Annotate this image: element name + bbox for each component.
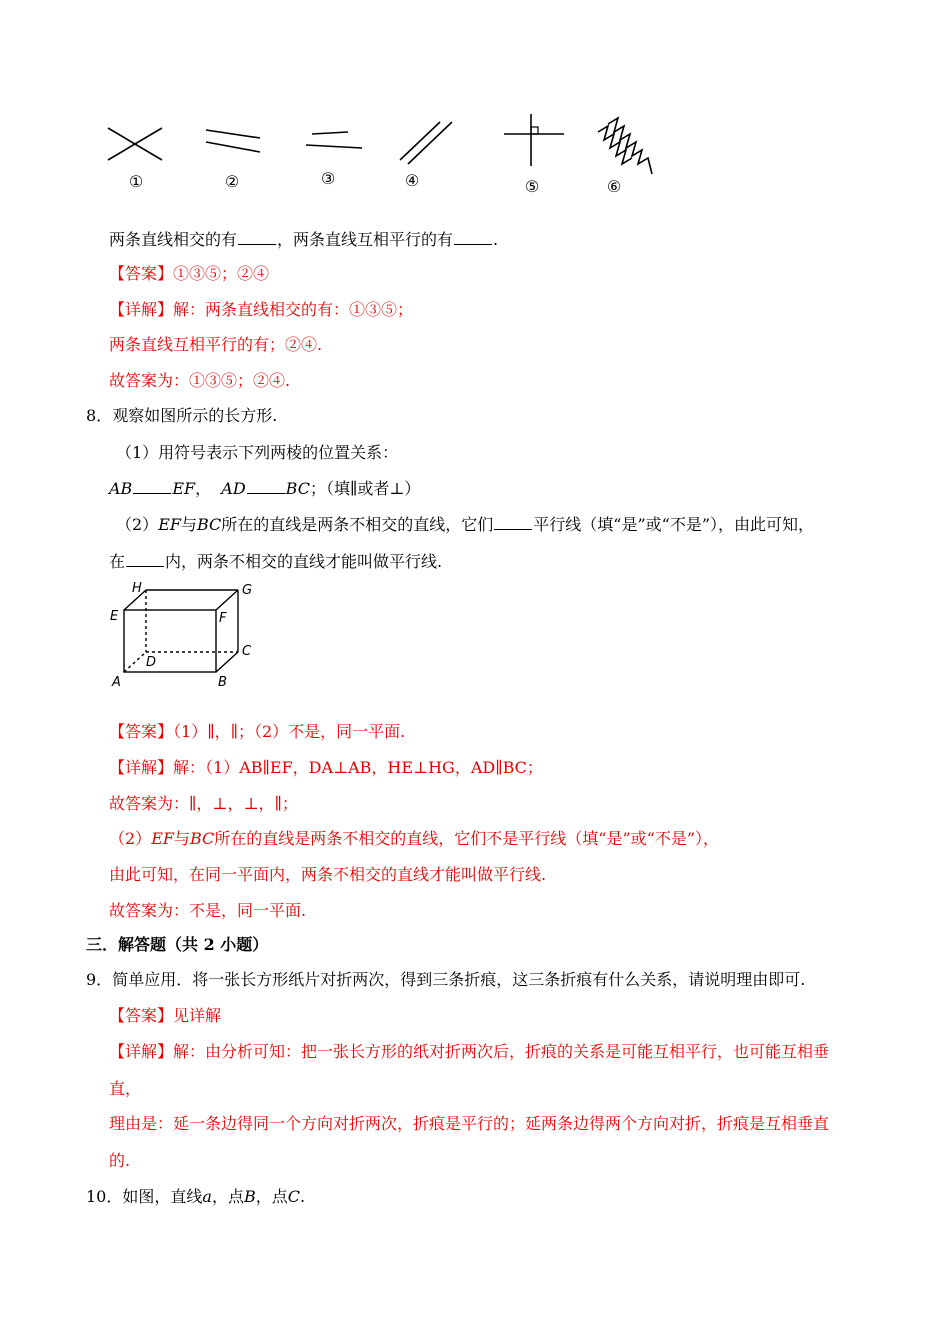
- q8-part1: （1）用符号表示下列两棱的位置关系：: [116, 443, 399, 462]
- edge-bc: [216, 652, 238, 672]
- edge-ad: [124, 652, 146, 672]
- edge-fg: [216, 590, 238, 610]
- cuboid-label-b: B: [218, 675, 227, 690]
- fig-label-5: ⑤: [524, 177, 540, 196]
- fig-label-2: ②: [224, 172, 240, 191]
- q9-detail-3: 理由是：延一条边得同一个方向对折两次，折痕是平行的；延两条边得两个方向对折，折痕是互相垂直: [109, 1114, 830, 1133]
- cuboid-label-h: H: [132, 581, 142, 596]
- fig2-line-b: [206, 142, 260, 152]
- q9-detail-2: 直，: [109, 1079, 142, 1098]
- line-configurations-figure: [100, 112, 680, 202]
- q7-detail-2: 两条直线互相平行的有；②④.: [109, 335, 323, 354]
- q9-detail-4: 的.: [109, 1151, 131, 1170]
- fig-label-6: ⑥: [606, 177, 622, 196]
- fig-label-4: ④: [404, 171, 420, 190]
- q8-detail-4: 由此可知，在同一平面内，两条不相交的直线才能叫做平行线.: [109, 865, 547, 884]
- q7-question: 两条直线相交的有 ，两条直线互相平行的有 .: [109, 230, 499, 249]
- q9-answer: 【答案】见详解: [109, 1006, 222, 1025]
- cuboid-label-d: D: [146, 655, 157, 670]
- cuboid-label-a: A: [112, 675, 121, 690]
- q8-detail-3: （2）EF与BC所在的直线是两条不相交的直线，它们不是平行线（填“是”或“不是”），: [109, 829, 720, 848]
- q8-answer: 【答案】（1）∥，∥；（2）不是，同一平面.: [109, 722, 406, 741]
- q8-detail-2: 故答案为：∥，⊥，⊥，∥；: [109, 794, 298, 813]
- q8-part2-line1: （2）EF与BC所在的直线是两条不相交的直线，它们 平行线（填“是”或“不是”），由此可知，: [116, 515, 815, 534]
- cuboid-figure: [104, 580, 264, 692]
- fig4-line-b: [408, 122, 452, 164]
- fig4-line-a: [400, 122, 440, 160]
- q8-part1-blanks: AB EF， AD BC；（填∥或者⊥）: [109, 479, 421, 498]
- cuboid-front-face: [124, 610, 216, 672]
- q7-detail-1: 【详解】解：两条直线相交的有：①③⑤；: [109, 300, 414, 319]
- fig5-right-angle: [531, 127, 538, 134]
- q8-part2-line2: 在 内，两条不相交的直线才能叫做平行线.: [109, 552, 443, 571]
- q8-stem: 8．观察如图所示的长方形.: [86, 406, 278, 425]
- fig2-line-a: [206, 130, 260, 138]
- fig3-line-a: [312, 132, 348, 134]
- cuboid-label-f: F: [219, 611, 227, 626]
- q7-detail-3: 故答案为：①③⑤；②④.: [109, 371, 291, 390]
- section-3-title: 三．解答题（共 2 小题）: [86, 935, 269, 954]
- fig-label-1: ①: [128, 172, 144, 191]
- q9-stem: 9．简单应用．将一张长方形纸片对折两次，得到三条折痕，这三条折痕有什么关系，请说明理由即可.: [86, 970, 806, 989]
- cuboid-label-c: C: [242, 644, 252, 659]
- q8-detail-1: 【详解】解：（1）AB∥EF，DA⊥AB，HE⊥HG，AD∥BC；: [109, 758, 543, 777]
- fig3-line-b: [306, 145, 362, 148]
- fig-label-3: ③: [320, 169, 336, 188]
- cuboid-label-e: E: [110, 609, 119, 624]
- q10-stem: 10．如图，直线a，点B，点C.: [86, 1187, 306, 1206]
- q8-detail-5: 故答案为：不是，同一平面.: [109, 901, 307, 920]
- q9-detail-1: 【详解】解：由分析可知：把一张长方形的纸对折两次后，折痕的关系是可能互相平行，也可能互相垂: [109, 1042, 830, 1061]
- q7-answer: 【答案】①③⑤；②④: [109, 264, 270, 283]
- cuboid-label-g: G: [242, 583, 253, 598]
